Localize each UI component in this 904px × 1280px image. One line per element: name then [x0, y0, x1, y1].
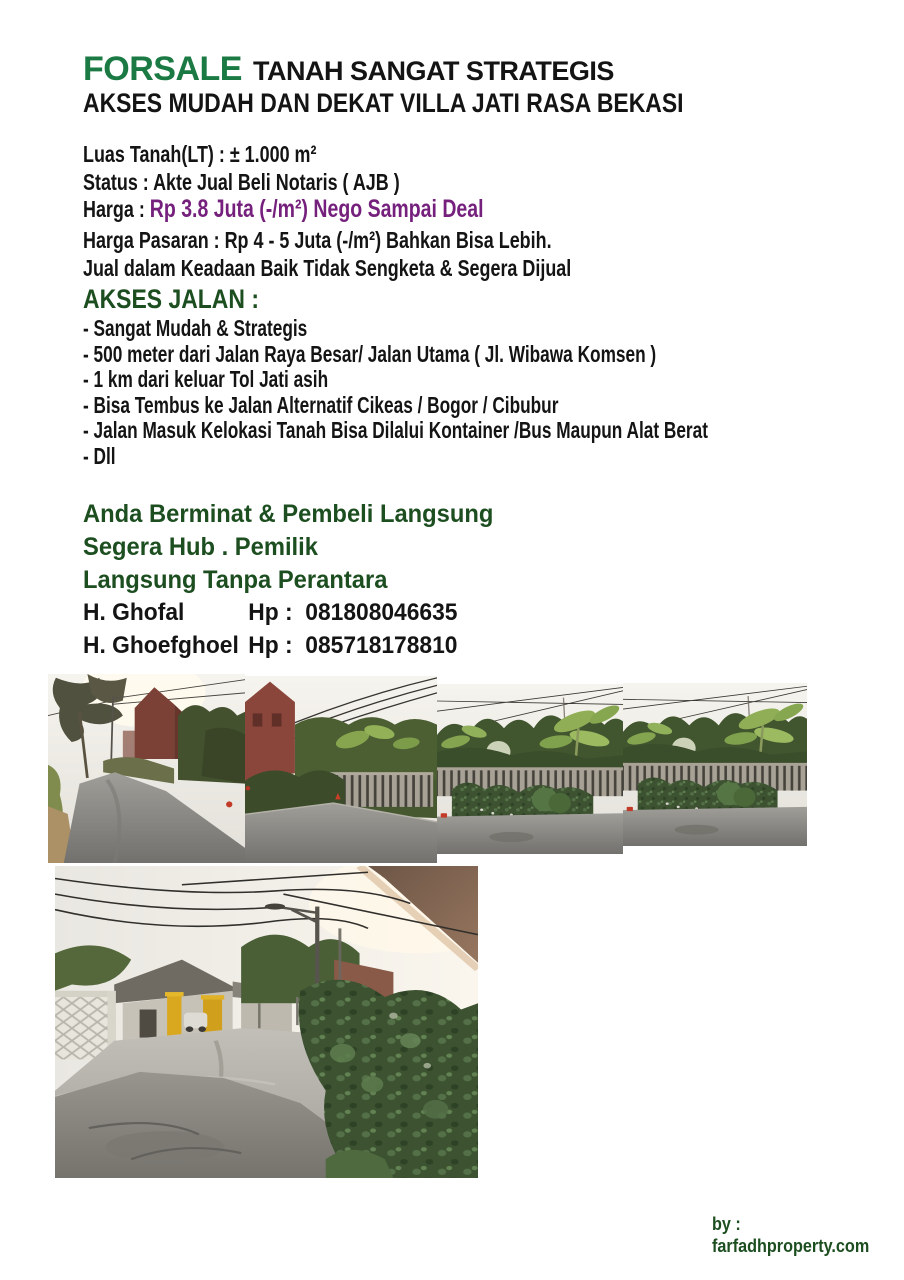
detail-status: Status : Akte Jual Beli Notaris ( AJB )	[83, 169, 400, 195]
contact-name: H. Ghoefghoel	[83, 632, 239, 659]
akses-item: - Sangat Mudah & Strategis	[83, 315, 308, 341]
footer-site-name: farfadhproperty.com	[712, 1236, 870, 1256]
detail-luas-tanah: Luas Tanah(LT) : ± 1.000 m²	[83, 141, 317, 167]
contact-phone: Hp : 081808046635	[248, 599, 458, 626]
header-title	[83, 50, 614, 89]
photo-banana-trees-fence	[437, 684, 623, 854]
akses-item: - 1 km dari keluar Tol Jati asih	[83, 366, 329, 392]
contact-name: H. Ghofal	[83, 599, 185, 626]
photo-street-utility-poles	[55, 866, 478, 1178]
brand-forsale: FORSALE	[83, 50, 242, 88]
contact-person-row	[83, 632, 477, 660]
contact-invite-line: Anda Berminat & Pembeli Langsung	[83, 500, 494, 528]
detail-kondisi: Jual dalam Keadaan Baik Tidak Sengketa & Segera Dijual	[83, 255, 572, 281]
contact-phone: Hp : 085718178810	[248, 632, 458, 659]
detail-harga-pasaran: Harga Pasaran : Rp 4 - 5 Juta (-/m²) Bahkan Bisa Lebih.	[83, 227, 552, 253]
detail-harga	[83, 195, 597, 224]
footer-by-label: by :	[712, 1214, 741, 1234]
akses-item: - Bisa Tembus ke Jalan Alternatif Cikeas / Bogor / Cibubur	[83, 391, 559, 418]
akses-item: - Jalan Masuk Kelokasi Tanah Bisa Dilalui Kontainer /Bus Maupun Alat Berat	[83, 417, 708, 443]
photo-road-overgrown-plot	[245, 676, 437, 863]
photo-street-palm-brick-house	[48, 674, 245, 863]
harga-label: Harga :	[83, 196, 150, 222]
akses-heading: AKSES JALAN :	[83, 284, 259, 314]
harga-value: Rp 3.8 Juta (-/m²) Nego Sampai Deal	[149, 195, 484, 223]
akses-item: - Dll	[83, 442, 116, 469]
title-rest: TANAH SANGAT STRATEGIS	[252, 56, 614, 86]
header-subtitle: AKSES MUDAH DAN DEKAT VILLA JATI RASA BEKASI	[83, 88, 684, 118]
contact-person-row	[83, 599, 477, 627]
akses-list	[83, 316, 904, 469]
akses-item: - 500 meter dari Jalan Raya Besar/ Jalan Utama ( Jl. Wibawa Komsen )	[83, 340, 657, 367]
contact-invite-line: Langsung Tanpa Perantara	[83, 566, 388, 594]
photo-banana-trees-fence-duplicate	[623, 683, 807, 846]
contact-invite-line: Segera Hub . Pemilik	[83, 533, 318, 561]
